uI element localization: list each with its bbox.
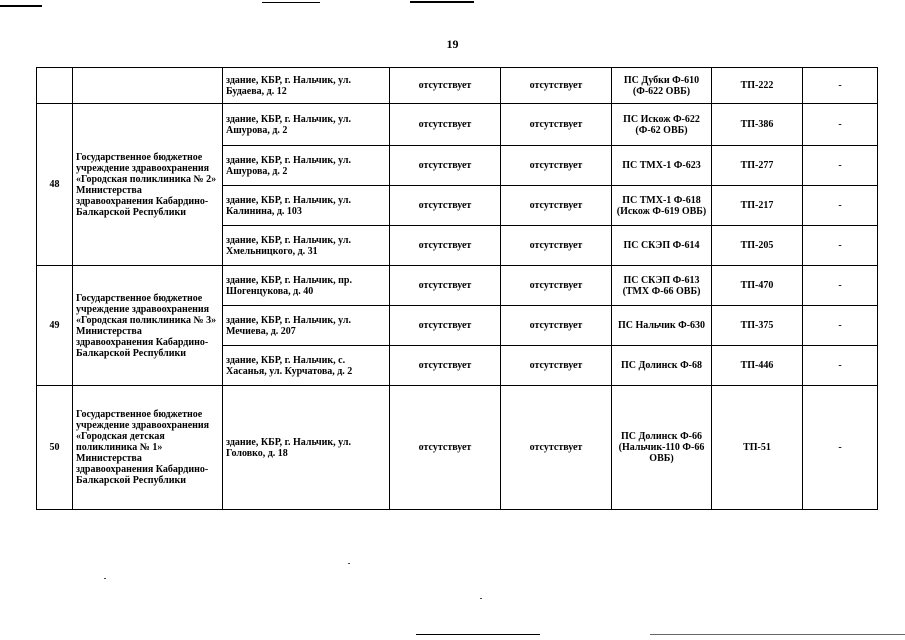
substation-cell: ТП-277 xyxy=(712,146,803,186)
page-number: 19 xyxy=(446,37,459,51)
data-table xyxy=(36,67,878,510)
status-cell: отсутствует xyxy=(390,104,501,146)
status-cell: отсутствует xyxy=(501,266,612,306)
status-cell: отсутствует xyxy=(390,266,501,306)
status-cell: отсутствует xyxy=(390,146,501,186)
scan-artifact-line xyxy=(0,5,42,7)
dash-cell: - xyxy=(803,146,878,186)
dash-cell: - xyxy=(803,306,878,346)
feeder-cell: ПС ТМХ-1 Ф-623 xyxy=(612,146,712,186)
substation-cell: ТП-222 xyxy=(712,68,803,104)
row-number-cell: 50 xyxy=(37,386,73,510)
feeder-cell: ПС СКЭП Ф-614 xyxy=(612,226,712,266)
address-cell: здание, КБР, г. Нальчик, с. Хасанья, ул. Курчатова, д. 2 xyxy=(223,346,390,386)
status-cell: отсутствует xyxy=(390,346,501,386)
feeder-cell: ПС ТМХ-1 Ф-618 (Искож Ф-619 ОВБ) xyxy=(612,186,712,226)
row-number-cell: 49 xyxy=(37,266,73,386)
address-cell: здание, КБР, г. Нальчик, ул. Ашурова, д. 2 xyxy=(223,104,390,146)
status-cell: отсутствует xyxy=(390,226,501,266)
row-number-cell xyxy=(37,68,73,104)
table-row xyxy=(37,68,878,104)
scan-artifact-line xyxy=(410,1,474,3)
organization-cell: Государственное бюджетное учреждение здравоохранения «Городская поликлиника № 3» Министерства здравоохранения Кабардино-Балкарской Республики xyxy=(73,266,223,386)
scan-artifact-line xyxy=(416,634,540,635)
address-cell: здание, КБР, г. Нальчик, ул. Ашурова, д. 2 xyxy=(223,146,390,186)
feeder-cell: ПС Долинск Ф-68 xyxy=(612,346,712,386)
status-cell: отсутствует xyxy=(390,186,501,226)
address-cell: здание, КБР, г. Нальчик, ул. Будаева, д. 12 xyxy=(223,68,390,104)
substation-cell: ТП-446 xyxy=(712,346,803,386)
address-cell: здание, КБР, г. Нальчик, пр. Шогенцукова, д. 40 xyxy=(223,266,390,306)
dash-cell: - xyxy=(803,104,878,146)
address-cell: здание, КБР, г. Нальчик, ул. Головко, д. 18 xyxy=(223,386,390,510)
scan-artifact-dot xyxy=(480,598,482,599)
row-number-cell: 48 xyxy=(37,104,73,266)
status-cell: отсутствует xyxy=(501,306,612,346)
feeder-cell: ПС Искож Ф-622 (Ф-62 ОВБ) xyxy=(612,104,712,146)
substation-cell: ТП-51 xyxy=(712,386,803,510)
substation-cell: ТП-470 xyxy=(712,266,803,306)
substation-cell: ТП-205 xyxy=(712,226,803,266)
address-cell: здание, КБР, г. Нальчик, ул. Калинина, д. 103 xyxy=(223,186,390,226)
feeder-cell: ПС Нальчик Ф-630 xyxy=(612,306,712,346)
status-cell: отсутствует xyxy=(390,386,501,510)
status-cell: отсутствует xyxy=(501,226,612,266)
substation-cell: ТП-217 xyxy=(712,186,803,226)
dash-cell: - xyxy=(803,68,878,104)
feeder-cell: ПС Дубки Ф-610 (Ф-622 ОВБ) xyxy=(612,68,712,104)
table-row xyxy=(37,386,878,510)
feeder-cell: ПС Долинск Ф-66 (Нальчик-110 Ф-66 ОВБ) xyxy=(612,386,712,510)
organization-cell xyxy=(73,68,223,104)
scan-artifact-line xyxy=(650,634,905,635)
table-row xyxy=(37,266,878,306)
dash-cell: - xyxy=(803,186,878,226)
status-cell: отсутствует xyxy=(501,104,612,146)
status-cell: отсутствует xyxy=(501,68,612,104)
table-row xyxy=(37,104,878,146)
status-cell: отсутствует xyxy=(390,68,501,104)
status-cell: отсутствует xyxy=(501,346,612,386)
dash-cell: - xyxy=(803,346,878,386)
scan-artifact-dot xyxy=(348,563,350,564)
scan-artifact-dot xyxy=(104,578,106,579)
status-cell: отсутствует xyxy=(501,386,612,510)
address-cell: здание, КБР, г. Нальчик, ул. Хмельницкого, д. 31 xyxy=(223,226,390,266)
status-cell: отсутствует xyxy=(390,306,501,346)
feeder-cell: ПС СКЭП Ф-613 (ТМХ Ф-66 ОВБ) xyxy=(612,266,712,306)
status-cell: отсутствует xyxy=(501,146,612,186)
status-cell: отсутствует xyxy=(501,186,612,226)
substation-cell: ТП-375 xyxy=(712,306,803,346)
dash-cell: - xyxy=(803,226,878,266)
dash-cell: - xyxy=(803,386,878,510)
address-cell: здание, КБР, г. Нальчик, ул. Мечиева, д. 207 xyxy=(223,306,390,346)
scan-artifact-line xyxy=(262,2,320,3)
organization-cell: Государственное бюджетное учреждение здравоохранения «Городская детская поликлиника № 1» Министерства здравоохранения Кабардино-Балкарской Республики xyxy=(73,386,223,510)
dash-cell: - xyxy=(803,266,878,306)
organization-cell: Государственное бюджетное учреждение здравоохранения «Городская поликлиника № 2» Министерства здравоохранения Кабардино-Балкарской Республики xyxy=(73,104,223,266)
substation-cell: ТП-386 xyxy=(712,104,803,146)
